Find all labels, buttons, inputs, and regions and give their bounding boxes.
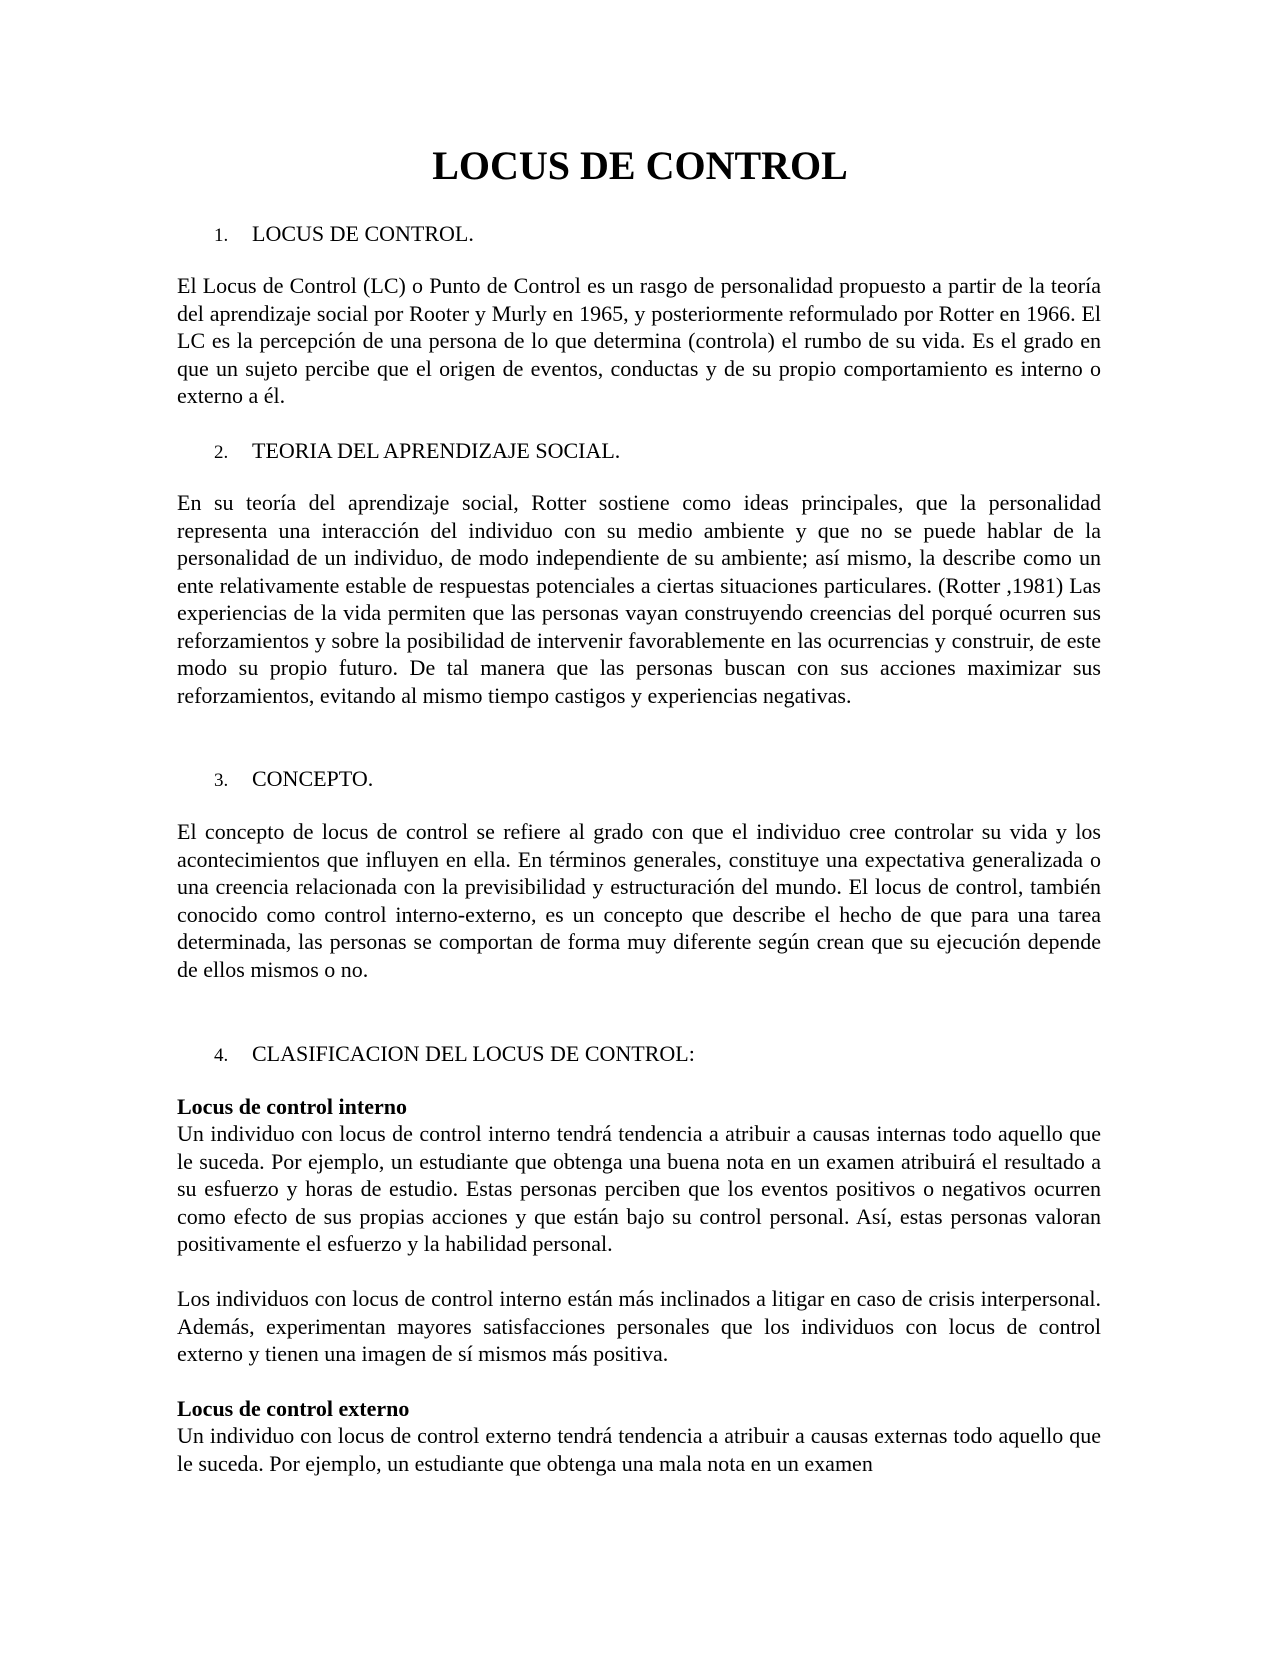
section-number: 2. <box>214 442 229 463</box>
page-title: LOCUS DE CONTROL <box>432 143 848 188</box>
section-heading-2 <box>214 437 620 467</box>
subheading-internal: Locus de control interno <box>177 1094 407 1119</box>
section-heading-1 <box>214 220 474 250</box>
section-number: 1. <box>214 225 229 246</box>
section-heading-label: TEORIA DEL APRENDIZAJE SOCIAL. <box>252 438 621 463</box>
internal-paragraph-1: Un individuo con locus de control interno tendrá tendencia a atribuir a causas internas todo aquello que le suceda. Por ejemplo, un estudiante que obtenga una buena nota en un examen atribuirá el resultado a su esfuerzo y horas de estudio. Estas personas perciben que los eventos positivos o negativos ocurren como efecto de sus propias acciones y que están bajo su control personal. Así, estas personas valoran positivamente el esfuerzo y la habilidad personal. <box>177 1121 1101 1256</box>
section-heading-4 <box>214 1040 695 1070</box>
external-paragraph-1: Un individuo con locus de control externo tendrá tendencia a atribuir a causas externas todo aquello que le suceda. Por ejemplo, un estudiante que obtenga una mala nota en un examen <box>177 1423 1101 1476</box>
section-paragraph-2: En su teoría del aprendizaje social, Rotter sostiene como ideas principales, que la personalidad representa una interacción del individuo con su medio ambiente y que no se puede hablar de la personalidad de un individuo, de modo independiente de su ambiente; así mismo, la describe como un ente relativamente estable de respuestas potenciales a ciertas situaciones particulares. (Rotter ,1981) Las experiencias de la vida permiten que las personas vayan construyendo creencias del porqué ocurren sus reforzamientos y sobre la posibilidad de intervenir favorablemente en las ocurrencias y construir, de este modo su propio futuro. De tal manera que las personas buscan con sus acciones maximizar sus reforzamientos, evitando al mismo tiempo castigos y experiencias negativas. <box>177 490 1101 708</box>
section-heading-label: LOCUS DE CONTROL. <box>252 221 474 246</box>
section-paragraph-3: El concepto de locus de control se refiere al grado con que el individuo cree controlar su vida y los acontecimientos que influyen en ella. En términos generales, constituye una expectativa generalizada o una creencia relacionada con la previsibilidad y estructuración del mundo. El locus de control, también conocido como control interno-externo, es un concepto que describe el hecho de que para una tarea determinada, las personas se comportan de forma muy diferente según crean que su ejecución depende de ellos mismos o no. <box>177 819 1101 982</box>
subheading-external: Locus de control externo <box>177 1396 410 1421</box>
section-number: 3. <box>214 770 229 791</box>
section-heading-3 <box>214 765 373 795</box>
section-paragraph-1: El Locus de Control (LC) o Punto de Control es un rasgo de personalidad propuesto a partir de la teoría del aprendizaje social por Rooter y Murly en 1965, y posteriormente reformulado por Rotter en 1966. El LC es la percepción de una persona de lo que determina (controla) el rumbo de su vida. Es el grado en que un sujeto percibe que el origen de eventos, conductas y de su propio comportamiento es interno o externo a él. <box>177 273 1101 408</box>
section-heading-label: CLASIFICACION DEL LOCUS DE CONTROL: <box>252 1041 695 1066</box>
section-heading-label: CONCEPTO. <box>252 766 374 791</box>
section-number: 4. <box>214 1045 229 1066</box>
internal-paragraph-2: Los individuos con locus de control interno están más inclinados a litigar en caso de crisis interpersonal. Además, experimentan mayores satisfacciones personales que los individuos con locus de control externo y tienen una imagen de sí mismos más positiva. <box>177 1286 1101 1366</box>
